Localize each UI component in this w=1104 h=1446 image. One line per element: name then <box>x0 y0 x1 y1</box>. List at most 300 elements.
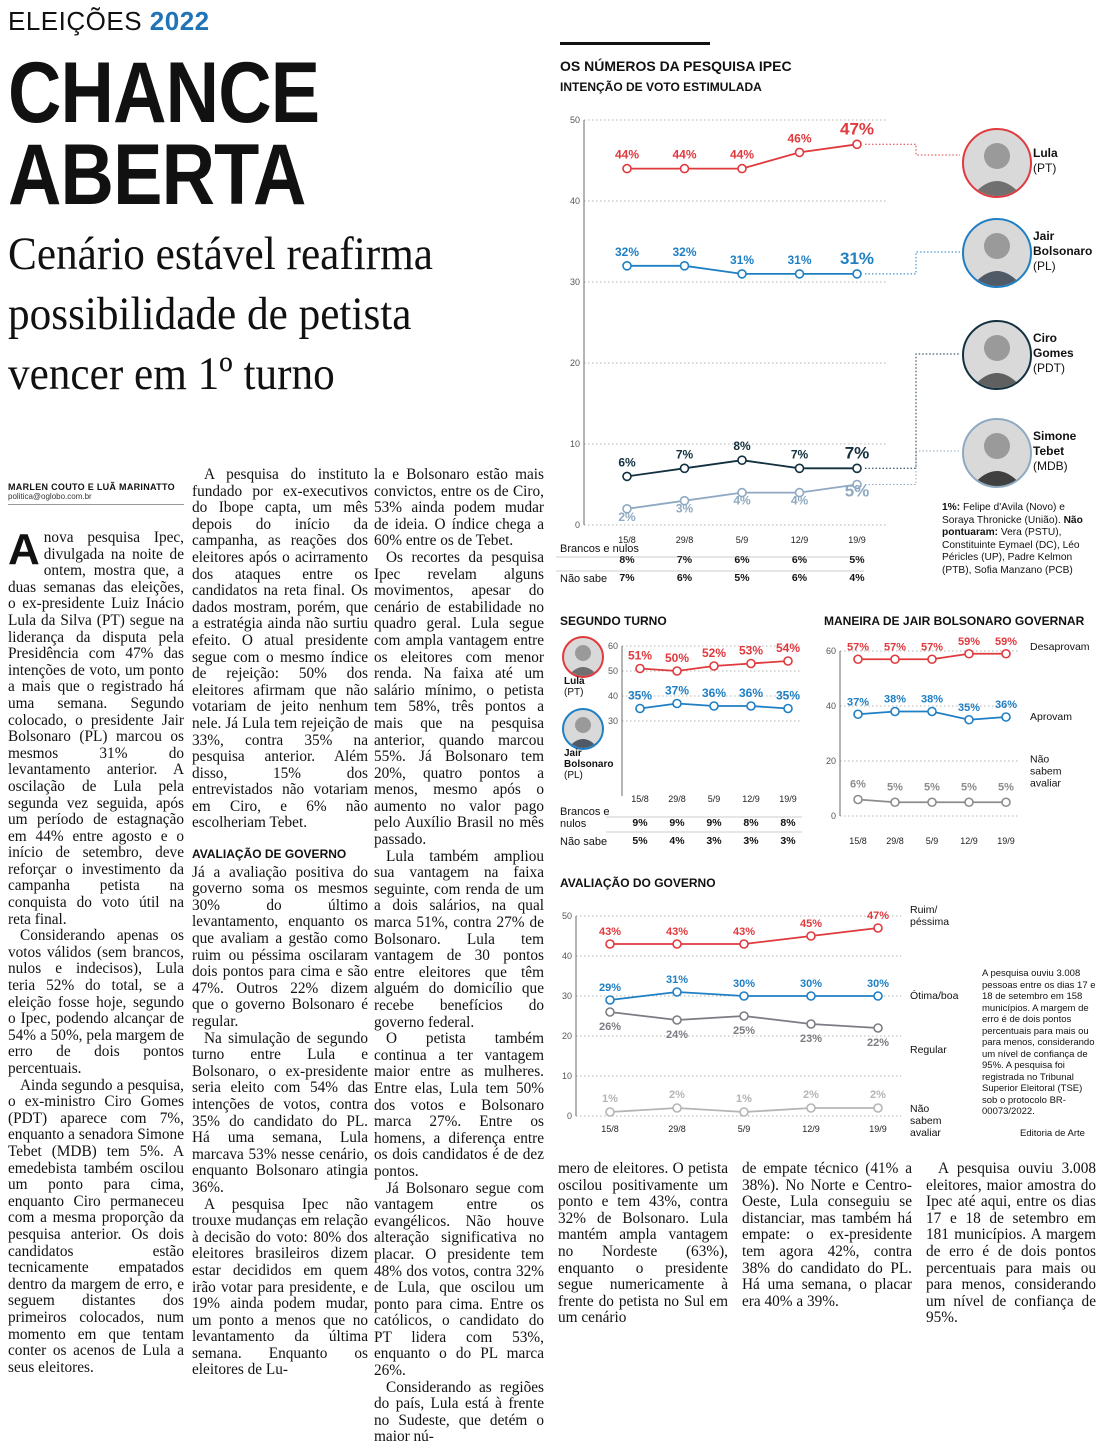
series-label-line: Não <box>910 1103 930 1115</box>
data-point <box>710 702 718 710</box>
x-tick-label: 19/9 <box>848 535 866 545</box>
candidate-party: (PDT) <box>1033 361 1065 375</box>
series-label-line: Aprovam <box>1030 711 1073 723</box>
x-tick-label: 15/8 <box>631 794 649 804</box>
data-label: 2% <box>669 1089 685 1101</box>
data-label: 46% <box>787 131 812 146</box>
candidate-party: (MDB) <box>1033 459 1068 473</box>
article-col-2 <box>192 467 368 1379</box>
table-cell: 6% <box>676 572 693 584</box>
data-point <box>853 140 861 148</box>
headline-line-2: ABERTA <box>8 127 306 223</box>
candidate-name: Jair Bolsonaro <box>564 748 614 770</box>
data-point <box>853 464 861 472</box>
byline: MARLEN COUTO E LUÃ MARINATTO <box>8 482 175 492</box>
ciro-avatar <box>962 320 1032 390</box>
data-point <box>673 1016 681 1024</box>
chart-4-title: AVALIAÇÃO DO GOVERNO <box>560 876 716 890</box>
chart-1-row-label-1: Não sabe <box>560 573 608 585</box>
series-label-line: Desaprovam <box>1030 640 1090 653</box>
candidate-lula <box>962 128 1032 198</box>
data-point <box>623 472 631 480</box>
chart-1-footnote <box>942 502 1100 578</box>
chart-2-row-label-1: Não sabe <box>560 836 608 848</box>
chart-2-plot <box>606 641 802 847</box>
table-cell: 5% <box>632 835 648 847</box>
data-label: 30% <box>732 978 756 990</box>
data-label: 31% <box>839 248 875 268</box>
table-cell: 6% <box>734 554 750 566</box>
tebet-label <box>1033 429 1095 474</box>
person-icon <box>964 220 1030 286</box>
person-icon <box>964 322 1030 388</box>
series-label <box>910 904 949 928</box>
data-label: 6% <box>850 778 866 791</box>
series-label-line: sabem <box>1030 765 1062 778</box>
data-point <box>807 1020 815 1028</box>
footnote-label: Não pontuaram: <box>942 514 1083 539</box>
data-label: 43% <box>665 926 689 938</box>
table-cell: 6% <box>791 572 808 584</box>
tebet-avatar <box>962 418 1032 488</box>
series-label-line: sabem <box>910 1115 942 1127</box>
candidate-party: (PL) <box>564 770 583 781</box>
paragraph: de empate técnico (41% a 38%). No Norte e Centro-Oeste, Lula conseguiu se distanciar, mas também há empate: o ex-presidente tem agora 42%, contra 38% do candidato do PL. Há uma semana, o placar era 40% a 39%. <box>742 1160 912 1310</box>
bolsonaro-label <box>1033 229 1095 274</box>
data-point <box>1002 798 1010 806</box>
y-tick-label: 20 <box>569 358 580 368</box>
candidate-party: (PL) <box>1033 259 1056 273</box>
y-tick-label: 60 <box>607 641 618 651</box>
paragraph: Lula também ampliou sua vantagem na faixa seguinte, com renda de um a dois salários, na qual marca 51%, contra 27% de Bolsonaro. Lula tem vantagem de 30 pontos entre eleitores que têm alguém do domicílio que recebe benefícios do governo federal. <box>374 847 544 1031</box>
data-label: 57% <box>846 641 870 654</box>
connector-line <box>865 252 960 274</box>
x-tick-label: 5/9 <box>735 535 749 545</box>
x-tick-label: 12/9 <box>802 1124 820 1134</box>
data-point <box>606 940 614 948</box>
chart-3-title: MANEIRA DE JAIR BOLSONARO GOVERNAR <box>824 614 1085 628</box>
candidate-party: (PT) <box>1033 161 1057 175</box>
data-label: 7% <box>844 443 870 463</box>
drop-cap: A <box>8 525 40 574</box>
y-tick-label: 10 <box>569 439 580 449</box>
data-label: 7% <box>790 447 809 462</box>
data-point <box>796 148 804 156</box>
data-label: 36% <box>701 686 727 700</box>
candidate-tebet <box>962 418 1032 488</box>
data-label: 45% <box>799 918 823 930</box>
data-point <box>623 262 631 270</box>
footnote-text: Felipe d'Avila (Novo) e Soraya Thronicke (União). <box>942 502 1065 526</box>
data-point <box>738 270 746 278</box>
y-tick-label: 40 <box>569 196 580 206</box>
runoff-bolsonaro <box>562 708 604 750</box>
data-label: 50% <box>664 651 690 665</box>
data-point <box>796 464 804 472</box>
chart-1-plot <box>556 115 960 584</box>
section-heading: AVALIAÇÃO DE GOVERNO <box>192 847 347 862</box>
x-tick-label: 29/8 <box>668 794 686 804</box>
data-point <box>636 665 644 673</box>
article-col-3 <box>374 467 544 1446</box>
chart-1-row-label-0: Brancos e nulos <box>560 543 639 555</box>
data-point <box>874 992 882 1000</box>
data-label: 31% <box>665 974 689 986</box>
data-point <box>606 1008 614 1016</box>
x-tick-label: 15/8 <box>601 1124 619 1134</box>
data-label: 36% <box>994 699 1018 711</box>
candidate-name: Lula <box>564 676 585 687</box>
data-point <box>681 262 689 270</box>
data-label: 5% <box>887 781 903 794</box>
section-year: 2022 <box>149 6 210 36</box>
data-label: 47% <box>839 119 875 139</box>
data-point <box>807 992 815 1000</box>
connector-line <box>865 144 960 155</box>
data-point <box>673 1104 681 1112</box>
chart-credit: Editoria de Arte <box>1020 1128 1085 1139</box>
data-label: 37% <box>846 696 870 709</box>
person-icon <box>964 420 1030 486</box>
methodology-note: A pesquisa ouviu 3.008 pessoas entre os dias 17 e 18 de setembro em 158 municípios. A margem de erro é de dois pontos percentuais para mais ou para menos, considerando um nível de confiança de 95%. A pesquisa foi registrada no Tribunal Superior Eleitoral (TSE) sob o protocolo BR-00073/2022. <box>982 968 1096 1117</box>
chart-2-runoff <box>606 636 812 854</box>
data-label: 8% <box>733 439 751 454</box>
y-tick-label: 10 <box>561 1071 572 1081</box>
paragraph: O petista também continua a ter vantagem maior entre as mulheres. Entre elas, Lula tem 50% dos votos e Bolsonaro marca 27%. Entre os homens, a diferença entre os dois candidatos é de dez pontos. <box>374 1030 544 1180</box>
chart-1-vote-intention <box>556 108 966 588</box>
table-cell: 9% <box>669 817 685 829</box>
x-tick-label: 15/8 <box>849 836 867 846</box>
x-tick-label: 5/9 <box>737 1124 751 1134</box>
data-label: 43% <box>598 926 622 938</box>
y-tick-label: 40 <box>561 951 572 961</box>
article-col-6 <box>926 1161 1096 1327</box>
series-label-line: avaliar <box>1030 777 1061 790</box>
data-label: 22% <box>866 1037 890 1049</box>
data-point <box>747 702 755 710</box>
chart-1-subtitle: INTENÇÃO DE VOTO ESTIMULADA <box>560 80 762 94</box>
candidate-party: (PT) <box>564 687 584 698</box>
data-label: 29% <box>598 982 622 994</box>
data-point <box>874 924 882 932</box>
x-tick-label: 29/8 <box>886 836 904 846</box>
data-label: 38% <box>920 693 944 706</box>
paragraph: A pesquisa ouviu 3.008 eleitores, maior amostra do Ipec até aqui, entre os dias 17 e 18 de setembro em 181 municípios. A margem de erro é de dois pontos percentuais para mais ou para menos, considerando um nível de confiança de 95%. <box>926 1160 1096 1327</box>
candidate-name: Simone Tebet <box>1033 429 1077 458</box>
y-tick-label: 20 <box>561 1031 572 1041</box>
data-point <box>623 165 631 173</box>
data-label: 5% <box>924 781 940 794</box>
data-label: 31% <box>729 252 755 267</box>
data-point <box>673 700 681 708</box>
y-tick-label: 40 <box>607 691 618 701</box>
data-point <box>636 705 644 713</box>
data-label: 52% <box>701 646 727 660</box>
data-point <box>740 1108 748 1116</box>
table-cell: 7% <box>619 572 635 584</box>
table-cell: 5% <box>734 572 750 584</box>
lula-label <box>1033 146 1058 176</box>
article-col-4 <box>558 1161 728 1327</box>
data-label: 26% <box>598 1021 622 1033</box>
candidate-bolsonaro <box>962 218 1032 288</box>
y-tick-label: 0 <box>574 520 580 530</box>
data-point <box>681 165 689 173</box>
data-label: 57% <box>920 641 944 654</box>
footnote-label: 1%: <box>942 502 961 513</box>
paragraph: la e Bolsonaro estão mais convictos, entre os de Ciro, 53% ainda podem mudar de ideia. O índice chega a 60% entre os de Tebet. <box>374 466 544 550</box>
data-label: 44% <box>729 147 755 162</box>
data-point <box>606 1108 614 1116</box>
data-label: 7% <box>675 447 694 462</box>
series-label <box>1030 711 1072 723</box>
data-label: 3% <box>675 501 694 516</box>
series-label-line: Não <box>1030 753 1050 766</box>
series-label-line: Ótima/boa <box>910 990 959 1002</box>
data-label: 30% <box>866 978 890 990</box>
data-point <box>891 708 899 716</box>
data-point <box>710 662 718 670</box>
connector-line <box>865 354 960 468</box>
data-point <box>854 710 862 718</box>
data-label: 44% <box>614 147 640 162</box>
data-label: 47% <box>866 910 890 922</box>
article-col-1 <box>8 525 184 1376</box>
article-col-5 <box>742 1161 912 1310</box>
chart-title-rule <box>560 42 710 45</box>
table-cell: 5% <box>849 554 865 566</box>
chart-4-government-evaluation <box>556 900 976 1140</box>
data-point <box>681 464 689 472</box>
data-point <box>784 705 792 713</box>
y-tick-label: 60 <box>825 646 836 656</box>
data-point <box>807 1104 815 1112</box>
series-label <box>910 1044 947 1056</box>
table-cell: 3% <box>780 835 796 847</box>
headline <box>8 45 472 223</box>
data-label: 2% <box>870 1089 886 1101</box>
data-point <box>965 650 973 658</box>
series-label <box>1030 753 1062 789</box>
chart-3-plot <box>826 636 1090 846</box>
y-tick-label: 50 <box>561 911 572 921</box>
data-label: 5% <box>998 781 1014 794</box>
data-label: 37% <box>664 683 690 698</box>
data-label: 44% <box>672 147 697 162</box>
lula-avatar-small <box>562 636 604 678</box>
data-label: 24% <box>665 1029 689 1041</box>
paragraph: Considerando apenas os votos válidos (sem brancos, nulos e indecisos), Lula teria 52% do total, se a eleição fosse hoje, segundo o Ipec, podendo alcançar de 54% a 50%, pela margem de erro de dois pontos percentuais. <box>8 927 184 1077</box>
data-label: 35% <box>627 688 653 703</box>
ciro-label <box>1033 331 1095 376</box>
data-point <box>928 798 936 806</box>
data-point <box>740 940 748 948</box>
data-point <box>606 996 614 1004</box>
y-tick-label: 40 <box>825 701 836 711</box>
data-label: 53% <box>738 643 764 658</box>
paragraph: Ainda segundo a pesquisa, o ex-ministro Ciro Gomes (PDT) aparece com 7%, enquanto a senadora Simone Tebet (MDB) tem 5%. A emedebista também oscilou um ponto para cima, enquanto Ciro permaneceu com a mesma proporção da pesquisa anterior. Os dois candidatos estão tecnicamente empatados dentro da margem de erro, e seguem distantes dos primeiros colocados, num momento em que tentam conter os acenos de Lula a seus eleitores. <box>8 1076 184 1376</box>
table-cell: 3% <box>706 835 722 847</box>
chart-2-row-label-0: Brancos e nulos <box>560 806 610 830</box>
person-icon <box>564 710 602 748</box>
connector-line <box>865 451 960 485</box>
data-point <box>796 270 804 278</box>
data-label: 2% <box>803 1089 819 1101</box>
subhead: Cenário estável reafirma possibilidade de petista vencer em 1º turno <box>8 228 433 400</box>
data-label: 51% <box>627 648 653 663</box>
paragraph: A pesquisa Ipec não trouxe mudanças em relação à decisão do voto: 80% dos eleitores brasileiros dizem estar decididos em quem irão votar para presidente, e 19% ainda podem mudar, um ponto a menos que no levantamento da última semana. Enquanto os eleitores de Lu- <box>192 1195 368 1379</box>
data-point <box>673 988 681 996</box>
data-point <box>1002 713 1010 721</box>
divider <box>8 504 184 505</box>
data-label: 54% <box>775 641 801 655</box>
runoff-lula <box>562 636 604 678</box>
x-tick-label: 12/9 <box>790 535 809 545</box>
data-point <box>784 657 792 665</box>
data-point <box>673 667 681 675</box>
series-label-line: péssima <box>910 916 950 928</box>
paragraph: Os recortes da pesquisa Ipec revelam alguns movimentos, apesar do cenário de estabilidade no quadro geral. Lula segue com ampla vantagem entre os eleitores com menor renda. Na faixa até um salário mínimo, o petista tem 58%, três pontos a mais que na pesquisa anterior, quando marcou 55%. Já Bolsonaro tem 20%, quatro pontos a menos, mesmo após o aumento no valor pago pelo Auxílio Brasil no mês passado. <box>374 548 544 849</box>
data-label: 2% <box>618 509 636 524</box>
series-label-line: Ruim/ <box>910 904 938 916</box>
x-tick-label: 19/9 <box>997 836 1015 846</box>
paragraph: mero de eleitores. O petista oscilou positivamente um ponto e tem 43%, contra 32% de Bolsonaro. Lula mantém ampla vantagem no Nordeste (63%), enquanto o presidente segue numericamente à frente do petista no Sul em um cenário <box>558 1160 728 1327</box>
data-label: 36% <box>738 686 764 700</box>
x-tick-label: 5/9 <box>925 836 939 846</box>
data-label: 6% <box>618 455 636 470</box>
table-cell: 8% <box>780 817 796 829</box>
data-point <box>1002 650 1010 658</box>
candidate-name: Lula <box>1033 146 1058 160</box>
person-icon <box>964 130 1030 196</box>
data-point <box>807 932 815 940</box>
series-label-line: avaliar <box>910 1127 941 1139</box>
data-point <box>738 456 746 464</box>
candidate-name: Ciro Gomes <box>1033 331 1074 360</box>
data-point <box>673 940 681 948</box>
table-cell: 9% <box>706 817 722 829</box>
table-cell: 6% <box>791 554 808 566</box>
table-cell: 3% <box>743 835 759 847</box>
data-point <box>965 716 973 724</box>
data-label: 25% <box>732 1025 756 1037</box>
data-label: 5% <box>961 781 977 794</box>
data-point <box>853 270 861 278</box>
y-tick-label: 30 <box>569 277 580 287</box>
data-point <box>740 992 748 1000</box>
data-point <box>928 655 936 663</box>
data-label: 32% <box>672 244 697 259</box>
series-label-line: Regular <box>910 1044 947 1056</box>
paragraph: Na simulação de segundo turno entre Lula e Bolsonaro, o ex-presidente seria eleito com 54% das intenções de votos, contra 35% do candidato do PL. Há uma semana, Lula marcava 53% nesse cenário, enquanto Bolsonaro atingia 36%. <box>192 1029 368 1196</box>
paragraph: nova pesquisa Ipec, divulgada na noite de ontem, mostra que, a duas semanas das eleições, o ex-presidente Luiz Inácio Lula da Silva (PT) segue na liderança da disputa pela Presidência com 47% das intenções de voto, um ponto a mais que o registrado há uma semana. Segundo colocado, o presidente Jair Bolsonaro (PL) marcou os mesmos 31% do levantamento anterior. A oscilação de Lula pela segunda vez seguida, após um período de estagnação em 44% entre agosto e o início de setembro, deve reforçar o investimento da campanha petista na conquista do voto útil na reta final. <box>8 529 184 928</box>
headline-line-1: CHANCE <box>8 45 320 141</box>
data-point <box>928 708 936 716</box>
y-tick-label: 30 <box>607 716 618 726</box>
x-tick-label: 12/9 <box>742 794 760 804</box>
chart-1-title: OS NÚMEROS DA PESQUISA IPEC <box>560 58 792 74</box>
data-label: 4% <box>733 493 751 508</box>
data-label: 57% <box>883 641 907 654</box>
table-cell: 4% <box>849 572 865 584</box>
bolsonaro-avatar-small <box>562 708 604 750</box>
x-tick-label: 5/9 <box>707 794 721 804</box>
chart-3-approval <box>820 636 1104 850</box>
table-cell: 7% <box>676 554 693 566</box>
paragraph: A pesquisa do instituto fundado por ex-executivos do Ibope capta, um mês depois do início da campanha, as reações dos eleitores após o acirramento dos ataques entre os candidatos na reta final. Os dados mostram, porém, que a estratégia ainda não surtiu efeito. O atual presidente segue com o mesmo índice de rejeição: 50% dos eleitores afirmam que não votariam de jeito nenhum nele. Já Lula tem rejeição de 33%, contra 35% na pesquisa anterior. Além disso, 15% dos entrevistados não votariam em Ciro, e 6% não escolheriam Tebet. <box>192 466 368 832</box>
series-label <box>910 1103 942 1139</box>
chart-2-title: SEGUNDO TURNO <box>560 614 667 628</box>
data-label: 59% <box>957 636 981 648</box>
chart-4-plot <box>562 904 959 1139</box>
x-tick-label: 12/9 <box>960 836 978 846</box>
footnote-text: Vera (PSTU), Constituinte Eymael (DC), Léo Péricles (UP), Padre Kelmon (PTB), Sofia Manzano (PCB) <box>942 527 1080 576</box>
y-tick-label: 0 <box>566 1111 572 1121</box>
table-cell: 8% <box>619 554 635 566</box>
bolsonaro-avatar <box>962 218 1032 288</box>
table-cell: 4% <box>669 835 685 847</box>
data-label: 35% <box>775 688 801 703</box>
paragraph: Considerando as regiões do país, Lula está à frente no Sudeste, que detém o maior nú- <box>374 1378 544 1446</box>
byline-email[interactable]: politica@oglobo.com.br <box>8 492 92 501</box>
data-point <box>874 1104 882 1112</box>
x-tick-label: 15/8 <box>618 535 636 545</box>
y-tick-label: 30 <box>561 991 572 1001</box>
y-tick-label: 50 <box>607 666 618 676</box>
table-cell: 9% <box>632 817 648 829</box>
paragraph: Já a avaliação positiva do governo soma os mesmos 30% do último levantamento, enquanto os que avaliam a gestão como ruim ou péssima oscilaram dois pontos para cima e são 47%. Outros 22% dizem que o governo Bolsonaro é regular. <box>192 863 368 1030</box>
data-point <box>854 655 862 663</box>
data-label: 32% <box>614 244 640 259</box>
x-tick-label: 29/8 <box>668 1124 686 1134</box>
data-label: 30% <box>799 978 823 990</box>
data-label: 43% <box>732 926 756 938</box>
data-label: 1% <box>736 1093 752 1105</box>
person-icon <box>564 638 602 676</box>
section-tag <box>8 6 210 37</box>
y-tick-label: 0 <box>830 811 836 821</box>
paragraph: Já Bolsonaro segue com vantagem entre os evangélicos. Não houve alteração significativa no placar. O presidente tem 48% dos votos, contra 32% de Lula, que oscilou um ponto para cima. Entre os católicos, o candidato do PT lidera com 53%, enquanto o do PL marca 26%. <box>374 1179 544 1380</box>
x-tick-label: 29/8 <box>675 535 694 545</box>
data-label: 5% <box>844 481 870 501</box>
data-point <box>747 660 755 668</box>
y-tick-label: 50 <box>569 115 580 125</box>
candidate-ciro <box>962 320 1032 390</box>
data-point <box>738 165 746 173</box>
x-tick-label: 19/9 <box>869 1124 887 1134</box>
data-label: 1% <box>602 1093 618 1105</box>
data-label: 38% <box>883 693 907 706</box>
data-point <box>740 1012 748 1020</box>
data-point <box>891 798 899 806</box>
data-point <box>854 796 862 804</box>
data-label: 35% <box>957 701 981 714</box>
y-tick-label: 20 <box>825 756 836 766</box>
table-cell: 8% <box>743 817 759 829</box>
section-label: ELEIÇÕES <box>8 6 143 36</box>
data-label: 59% <box>994 636 1018 648</box>
runoff-lula-label <box>564 676 585 698</box>
series-label <box>1030 641 1090 653</box>
candidate-name: Jair Bolsonaro <box>1033 229 1093 258</box>
data-point <box>891 655 899 663</box>
data-label: 23% <box>799 1033 823 1045</box>
lula-avatar <box>962 128 1032 198</box>
data-point <box>965 798 973 806</box>
x-tick-label: 19/9 <box>779 794 797 804</box>
data-label: 4% <box>790 493 809 508</box>
data-label: 31% <box>787 252 812 267</box>
